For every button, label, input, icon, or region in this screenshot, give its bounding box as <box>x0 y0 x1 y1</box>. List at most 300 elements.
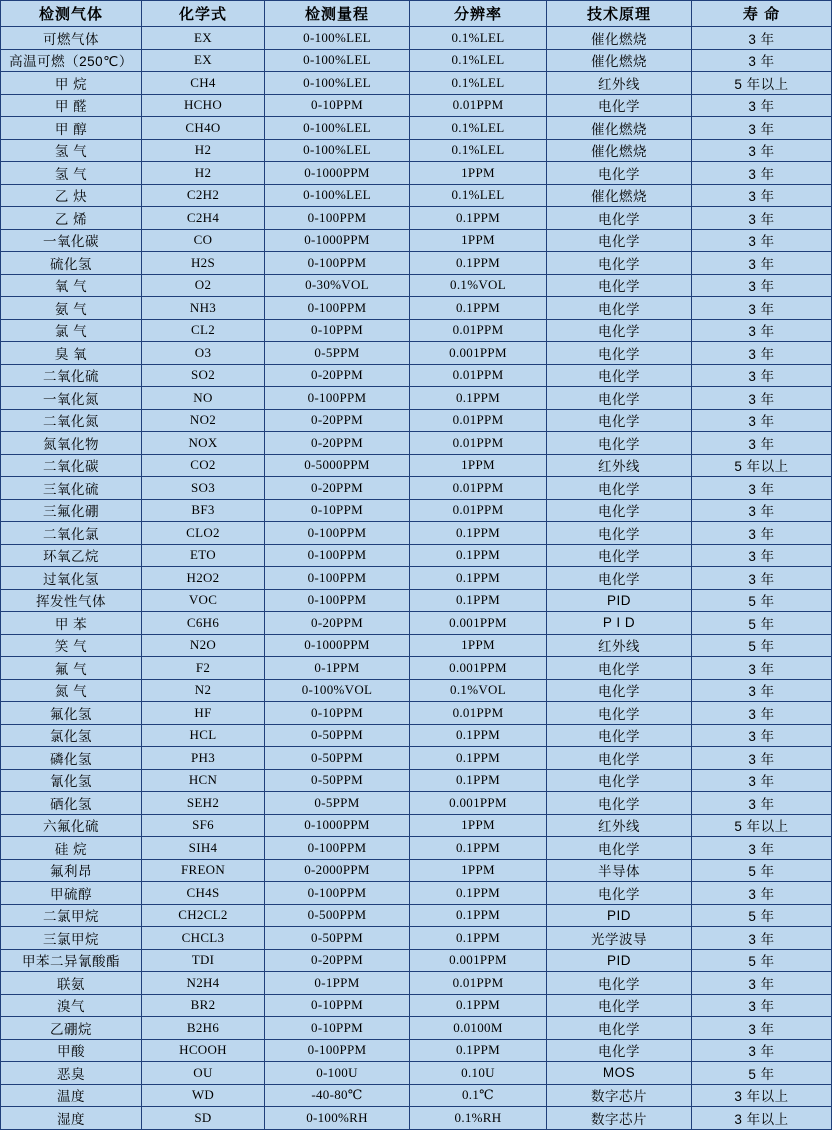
cell-lifetime: 3 年 <box>692 409 832 432</box>
cell-principle: 电化学 <box>547 409 692 432</box>
cell-range: 0-100%LEL <box>265 72 410 95</box>
cell-range: 0-100%LEL <box>265 184 410 207</box>
cell-gas: 氰化氢 <box>1 769 142 792</box>
cell-range: 0-1000PPM <box>265 229 410 252</box>
cell-range: 0-100PPM <box>265 837 410 860</box>
cell-principle: 电化学 <box>547 477 692 500</box>
table-row <box>1 94 832 117</box>
cell-formula: SIH4 <box>142 837 265 860</box>
cell-resolution: 0.1PPM <box>410 207 547 230</box>
cell-resolution: 1PPM <box>410 634 547 657</box>
cell-principle: 电化学 <box>547 94 692 117</box>
cell-resolution: 0.1PPM <box>410 1039 547 1062</box>
cell-formula: TDI <box>142 949 265 972</box>
cell-range: 0-50PPM <box>265 769 410 792</box>
table-row <box>1 702 832 725</box>
cell-principle: 电化学 <box>547 522 692 545</box>
table-row <box>1 1107 832 1130</box>
cell-resolution: 1PPM <box>410 162 547 185</box>
cell-lifetime: 5 年以上 <box>692 72 832 95</box>
cell-formula: H2S <box>142 252 265 275</box>
cell-gas: 挥发性气体 <box>1 589 142 612</box>
cell-principle: 电化学 <box>547 544 692 567</box>
cell-principle: 红外线 <box>547 72 692 95</box>
cell-gas: 硅 烷 <box>1 837 142 860</box>
cell-gas: 溴气 <box>1 994 142 1017</box>
cell-resolution: 0.01PPM <box>410 972 547 995</box>
cell-principle: 电化学 <box>547 274 692 297</box>
cell-range: 0-100PPM <box>265 522 410 545</box>
table-row <box>1 589 832 612</box>
cell-resolution: 0.01PPM <box>410 432 547 455</box>
cell-resolution: 0.1%LEL <box>410 184 547 207</box>
cell-lifetime: 3 年 <box>692 522 832 545</box>
table-row <box>1 409 832 432</box>
cell-principle: 电化学 <box>547 837 692 860</box>
cell-resolution: 0.1%LEL <box>410 139 547 162</box>
cell-gas: 氟化氢 <box>1 702 142 725</box>
cell-range: 0-100PPM <box>265 1039 410 1062</box>
table-row <box>1 184 832 207</box>
cell-lifetime: 3 年 <box>692 342 832 365</box>
cell-lifetime: 3 年 <box>692 544 832 567</box>
table-row <box>1 927 832 950</box>
cell-principle: 红外线 <box>547 634 692 657</box>
cell-range: 0-10PPM <box>265 1017 410 1040</box>
cell-lifetime: 3 年 <box>692 499 832 522</box>
cell-resolution: 0.1PPM <box>410 994 547 1017</box>
table-row <box>1 139 832 162</box>
table-row <box>1 27 832 50</box>
cell-formula: H2 <box>142 139 265 162</box>
cell-lifetime: 3 年 <box>692 229 832 252</box>
cell-lifetime: 3 年 <box>692 702 832 725</box>
cell-principle: 电化学 <box>547 1017 692 1040</box>
cell-range: 0-100%LEL <box>265 49 410 72</box>
cell-formula: H2O2 <box>142 567 265 590</box>
cell-range: 0-100%LEL <box>265 139 410 162</box>
table-row <box>1 634 832 657</box>
cell-gas: 氧 气 <box>1 274 142 297</box>
cell-lifetime: 3 年 <box>692 724 832 747</box>
cell-principle: 电化学 <box>547 882 692 905</box>
cell-formula: WD <box>142 1084 265 1107</box>
cell-gas: 甲硫醇 <box>1 882 142 905</box>
table-row <box>1 612 832 635</box>
table-row <box>1 207 832 230</box>
table-row <box>1 679 832 702</box>
cell-lifetime: 3 年 <box>692 679 832 702</box>
cell-formula: NO <box>142 387 265 410</box>
cell-formula: CH2CL2 <box>142 904 265 927</box>
cell-gas: 氢 气 <box>1 139 142 162</box>
cell-resolution: 1PPM <box>410 859 547 882</box>
cell-formula: B2H6 <box>142 1017 265 1040</box>
cell-principle: 催化燃烧 <box>547 27 692 50</box>
cell-range: 0-10PPM <box>265 94 410 117</box>
cell-gas: 氮氧化物 <box>1 432 142 455</box>
table-row <box>1 522 832 545</box>
cell-principle: P I D <box>547 612 692 635</box>
cell-formula: SD <box>142 1107 265 1130</box>
cell-gas: 笑 气 <box>1 634 142 657</box>
cell-gas: 臭 氧 <box>1 342 142 365</box>
cell-gas: 甲 烷 <box>1 72 142 95</box>
cell-formula: CHCL3 <box>142 927 265 950</box>
cell-formula: VOC <box>142 589 265 612</box>
cell-range: 0-1PPM <box>265 972 410 995</box>
cell-principle: 电化学 <box>547 207 692 230</box>
cell-formula: C2H2 <box>142 184 265 207</box>
table-row <box>1 949 832 972</box>
table-row <box>1 544 832 567</box>
cell-resolution: 0.001PPM <box>410 657 547 680</box>
cell-gas: 甲 醇 <box>1 117 142 140</box>
table-row <box>1 904 832 927</box>
cell-principle: 半导体 <box>547 859 692 882</box>
cell-range: 0-100%LEL <box>265 27 410 50</box>
cell-gas: 磷化氢 <box>1 747 142 770</box>
cell-principle: 电化学 <box>547 297 692 320</box>
cell-range: 0-100PPM <box>265 882 410 905</box>
cell-range: 0-50PPM <box>265 747 410 770</box>
cell-formula: C2H4 <box>142 207 265 230</box>
cell-resolution: 0.1PPM <box>410 544 547 567</box>
cell-formula: HF <box>142 702 265 725</box>
cell-principle: 电化学 <box>547 792 692 815</box>
cell-gas: 高温可燃（250℃） <box>1 49 142 72</box>
cell-gas: 二氯甲烷 <box>1 904 142 927</box>
cell-formula: SEH2 <box>142 792 265 815</box>
cell-formula: HCOOH <box>142 1039 265 1062</box>
column-header-resolution: 分辨率 <box>410 1 547 27</box>
cell-lifetime: 3 年 <box>692 139 832 162</box>
cell-resolution: 0.10U <box>410 1062 547 1085</box>
cell-resolution: 0.01PPM <box>410 364 547 387</box>
cell-principle: 电化学 <box>547 364 692 387</box>
cell-lifetime: 3 年 <box>692 837 832 860</box>
cell-principle: 电化学 <box>547 229 692 252</box>
cell-lifetime: 3 年 <box>692 319 832 342</box>
cell-resolution: 0.01PPM <box>410 477 547 500</box>
cell-gas: 硫化氢 <box>1 252 142 275</box>
table-row <box>1 657 832 680</box>
cell-gas: 联氨 <box>1 972 142 995</box>
cell-formula: N2O <box>142 634 265 657</box>
cell-gas: 乙 烯 <box>1 207 142 230</box>
cell-gas: 六氟化硫 <box>1 814 142 837</box>
cell-range: 0-100%LEL <box>265 117 410 140</box>
cell-formula: EX <box>142 27 265 50</box>
cell-range: 0-100%RH <box>265 1107 410 1130</box>
cell-resolution: 0.1PPM <box>410 297 547 320</box>
table-row <box>1 1039 832 1062</box>
cell-resolution: 0.1%LEL <box>410 72 547 95</box>
cell-formula: CLO2 <box>142 522 265 545</box>
cell-formula: EX <box>142 49 265 72</box>
cell-principle: 电化学 <box>547 252 692 275</box>
column-header-range: 检测量程 <box>265 1 410 27</box>
cell-gas: 氯 气 <box>1 319 142 342</box>
cell-gas: 二氧化氮 <box>1 409 142 432</box>
cell-formula: O2 <box>142 274 265 297</box>
cell-resolution: 0.1PPM <box>410 904 547 927</box>
cell-formula: NO2 <box>142 409 265 432</box>
table-row <box>1 769 832 792</box>
cell-gas: 氮 气 <box>1 679 142 702</box>
cell-range: 0-5PPM <box>265 342 410 365</box>
cell-resolution: 0.1PPM <box>410 837 547 860</box>
cell-gas: 硒化氢 <box>1 792 142 815</box>
cell-range: 0-10PPM <box>265 702 410 725</box>
cell-formula: O3 <box>142 342 265 365</box>
cell-resolution: 0.01PPM <box>410 409 547 432</box>
cell-formula: C6H6 <box>142 612 265 635</box>
cell-lifetime: 3 年 <box>692 1039 832 1062</box>
cell-range: -40-80℃ <box>265 1084 410 1107</box>
cell-formula: CO <box>142 229 265 252</box>
cell-lifetime: 3 年 <box>692 387 832 410</box>
cell-formula: SF6 <box>142 814 265 837</box>
cell-range: 0-100PPM <box>265 297 410 320</box>
cell-gas: 氨 气 <box>1 297 142 320</box>
cell-lifetime: 5 年 <box>692 859 832 882</box>
cell-formula: OU <box>142 1062 265 1085</box>
table-row <box>1 747 832 770</box>
cell-gas: 环氧乙烷 <box>1 544 142 567</box>
cell-resolution: 0.1℃ <box>410 1084 547 1107</box>
cell-formula: H2 <box>142 162 265 185</box>
cell-lifetime: 3 年 <box>692 49 832 72</box>
cell-lifetime: 3 年 <box>692 252 832 275</box>
table-row <box>1 972 832 995</box>
cell-gas: 一氧化碳 <box>1 229 142 252</box>
cell-range: 0-1000PPM <box>265 162 410 185</box>
cell-principle: 电化学 <box>547 162 692 185</box>
cell-principle: PID <box>547 904 692 927</box>
cell-principle: 电化学 <box>547 724 692 747</box>
cell-range: 0-100PPM <box>265 589 410 612</box>
cell-gas: 甲苯二异氰酸酯 <box>1 949 142 972</box>
cell-resolution: 0.01PPM <box>410 499 547 522</box>
cell-gas: 氯化氢 <box>1 724 142 747</box>
cell-lifetime: 5 年 <box>692 634 832 657</box>
table-row <box>1 117 832 140</box>
column-header-lifetime: 寿 命 <box>692 1 832 27</box>
table-row <box>1 297 832 320</box>
cell-range: 0-50PPM <box>265 724 410 747</box>
cell-lifetime: 3 年 <box>692 567 832 590</box>
cell-range: 0-20PPM <box>265 432 410 455</box>
cell-principle: 电化学 <box>547 769 692 792</box>
table-row <box>1 49 832 72</box>
cell-principle: 红外线 <box>547 814 692 837</box>
cell-lifetime: 3 年 <box>692 432 832 455</box>
table-row <box>1 724 832 747</box>
cell-resolution: 0.1PPM <box>410 252 547 275</box>
cell-lifetime: 3 年 <box>692 657 832 680</box>
cell-gas: 过氧化氢 <box>1 567 142 590</box>
cell-lifetime: 3 年 <box>692 364 832 387</box>
table-row <box>1 882 832 905</box>
cell-lifetime: 3 年 <box>692 117 832 140</box>
cell-range: 0-5000PPM <box>265 454 410 477</box>
cell-formula: SO2 <box>142 364 265 387</box>
cell-principle: PID <box>547 589 692 612</box>
cell-resolution: 0.1%RH <box>410 1107 547 1130</box>
cell-gas: 氟利昂 <box>1 859 142 882</box>
table-row <box>1 477 832 500</box>
cell-formula: HCHO <box>142 94 265 117</box>
cell-principle: 光学波导 <box>547 927 692 950</box>
cell-formula: CH4 <box>142 72 265 95</box>
cell-range: 0-20PPM <box>265 364 410 387</box>
cell-lifetime: 5 年 <box>692 949 832 972</box>
cell-gas: 氢 气 <box>1 162 142 185</box>
cell-lifetime: 3 年 <box>692 927 832 950</box>
cell-principle: 电化学 <box>547 319 692 342</box>
table-row <box>1 1062 832 1085</box>
cell-principle: 催化燃烧 <box>547 117 692 140</box>
cell-range: 0-20PPM <box>265 409 410 432</box>
cell-lifetime: 3 年 <box>692 1017 832 1040</box>
cell-range: 0-20PPM <box>265 612 410 635</box>
cell-principle: 电化学 <box>547 567 692 590</box>
table-row <box>1 567 832 590</box>
cell-gas: 乙 炔 <box>1 184 142 207</box>
table-row <box>1 792 832 815</box>
cell-principle: 电化学 <box>547 657 692 680</box>
table-row <box>1 229 832 252</box>
cell-principle: PID <box>547 949 692 972</box>
cell-resolution: 0.1PPM <box>410 882 547 905</box>
cell-principle: 数字芯片 <box>547 1084 692 1107</box>
cell-principle: 催化燃烧 <box>547 184 692 207</box>
table-row <box>1 859 832 882</box>
column-header-formula: 化学式 <box>142 1 265 27</box>
cell-principle: 电化学 <box>547 972 692 995</box>
cell-principle: 电化学 <box>547 499 692 522</box>
table-row <box>1 342 832 365</box>
cell-gas: 可燃气体 <box>1 27 142 50</box>
cell-lifetime: 5 年以上 <box>692 814 832 837</box>
cell-resolution: 0.01PPM <box>410 94 547 117</box>
cell-range: 0-100PPM <box>265 544 410 567</box>
cell-formula: HCN <box>142 769 265 792</box>
cell-gas: 温度 <box>1 1084 142 1107</box>
cell-resolution: 0.1%LEL <box>410 117 547 140</box>
cell-lifetime: 3 年 <box>692 477 832 500</box>
cell-resolution: 0.001PPM <box>410 612 547 635</box>
cell-lifetime: 3 年 <box>692 274 832 297</box>
header-row <box>1 1 832 27</box>
cell-gas: 甲 苯 <box>1 612 142 635</box>
table-row <box>1 387 832 410</box>
cell-range: 0-100U <box>265 1062 410 1085</box>
cell-formula: CH4O <box>142 117 265 140</box>
cell-range: 0-1000PPM <box>265 814 410 837</box>
cell-formula: PH3 <box>142 747 265 770</box>
cell-resolution: 0.1PPM <box>410 769 547 792</box>
cell-lifetime: 5 年 <box>692 589 832 612</box>
cell-lifetime: 3 年 <box>692 297 832 320</box>
cell-range: 0-2000PPM <box>265 859 410 882</box>
cell-gas: 甲酸 <box>1 1039 142 1062</box>
cell-formula: CO2 <box>142 454 265 477</box>
cell-principle: 电化学 <box>547 387 692 410</box>
cell-resolution: 0.1%VOL <box>410 679 547 702</box>
cell-formula: HCL <box>142 724 265 747</box>
cell-resolution: 1PPM <box>410 229 547 252</box>
cell-principle: 催化燃烧 <box>547 49 692 72</box>
cell-principle: 电化学 <box>547 679 692 702</box>
cell-resolution: 0.1PPM <box>410 567 547 590</box>
table-row <box>1 1017 832 1040</box>
cell-formula: SO3 <box>142 477 265 500</box>
table-row <box>1 454 832 477</box>
column-header-gas: 检测气体 <box>1 1 142 27</box>
table-row <box>1 837 832 860</box>
cell-range: 0-5PPM <box>265 792 410 815</box>
cell-range: 0-10PPM <box>265 319 410 342</box>
cell-resolution: 0.0100M <box>410 1017 547 1040</box>
cell-range: 0-20PPM <box>265 477 410 500</box>
cell-formula: N2H4 <box>142 972 265 995</box>
cell-gas: 一氧化氮 <box>1 387 142 410</box>
cell-lifetime: 3 年 <box>692 94 832 117</box>
cell-lifetime: 3 年 <box>692 994 832 1017</box>
cell-gas: 甲 醛 <box>1 94 142 117</box>
table-row <box>1 252 832 275</box>
cell-range: 0-1000PPM <box>265 634 410 657</box>
cell-lifetime: 3 年 <box>692 882 832 905</box>
cell-resolution: 0.1PPM <box>410 927 547 950</box>
cell-formula: NH3 <box>142 297 265 320</box>
cell-lifetime: 3 年 <box>692 747 832 770</box>
table-row <box>1 1084 832 1107</box>
table-row <box>1 72 832 95</box>
cell-range: 0-10PPM <box>265 499 410 522</box>
cell-principle: 电化学 <box>547 702 692 725</box>
cell-principle: 电化学 <box>547 342 692 365</box>
cell-range: 0-100PPM <box>265 387 410 410</box>
column-header-principle: 技术原理 <box>547 1 692 27</box>
cell-formula: BR2 <box>142 994 265 1017</box>
cell-gas: 三氯甲烷 <box>1 927 142 950</box>
cell-formula: NOX <box>142 432 265 455</box>
cell-resolution: 0.1PPM <box>410 522 547 545</box>
cell-lifetime: 5 年 <box>692 612 832 635</box>
table-row <box>1 319 832 342</box>
cell-resolution: 0.1PPM <box>410 724 547 747</box>
cell-resolution: 0.01PPM <box>410 319 547 342</box>
cell-gas: 三氧化硫 <box>1 477 142 500</box>
cell-principle: MOS <box>547 1062 692 1085</box>
cell-range: 0-100PPM <box>265 567 410 590</box>
table-row <box>1 499 832 522</box>
cell-range: 0-500PPM <box>265 904 410 927</box>
cell-lifetime: 3 年以上 <box>692 1084 832 1107</box>
cell-range: 0-100PPM <box>265 252 410 275</box>
cell-lifetime: 3 年 <box>692 27 832 50</box>
cell-range: 0-100%VOL <box>265 679 410 702</box>
cell-range: 0-1PPM <box>265 657 410 680</box>
cell-principle: 电化学 <box>547 1039 692 1062</box>
cell-principle: 红外线 <box>547 454 692 477</box>
cell-resolution: 0.001PPM <box>410 949 547 972</box>
cell-resolution: 0.01PPM <box>410 702 547 725</box>
cell-formula: CH4S <box>142 882 265 905</box>
